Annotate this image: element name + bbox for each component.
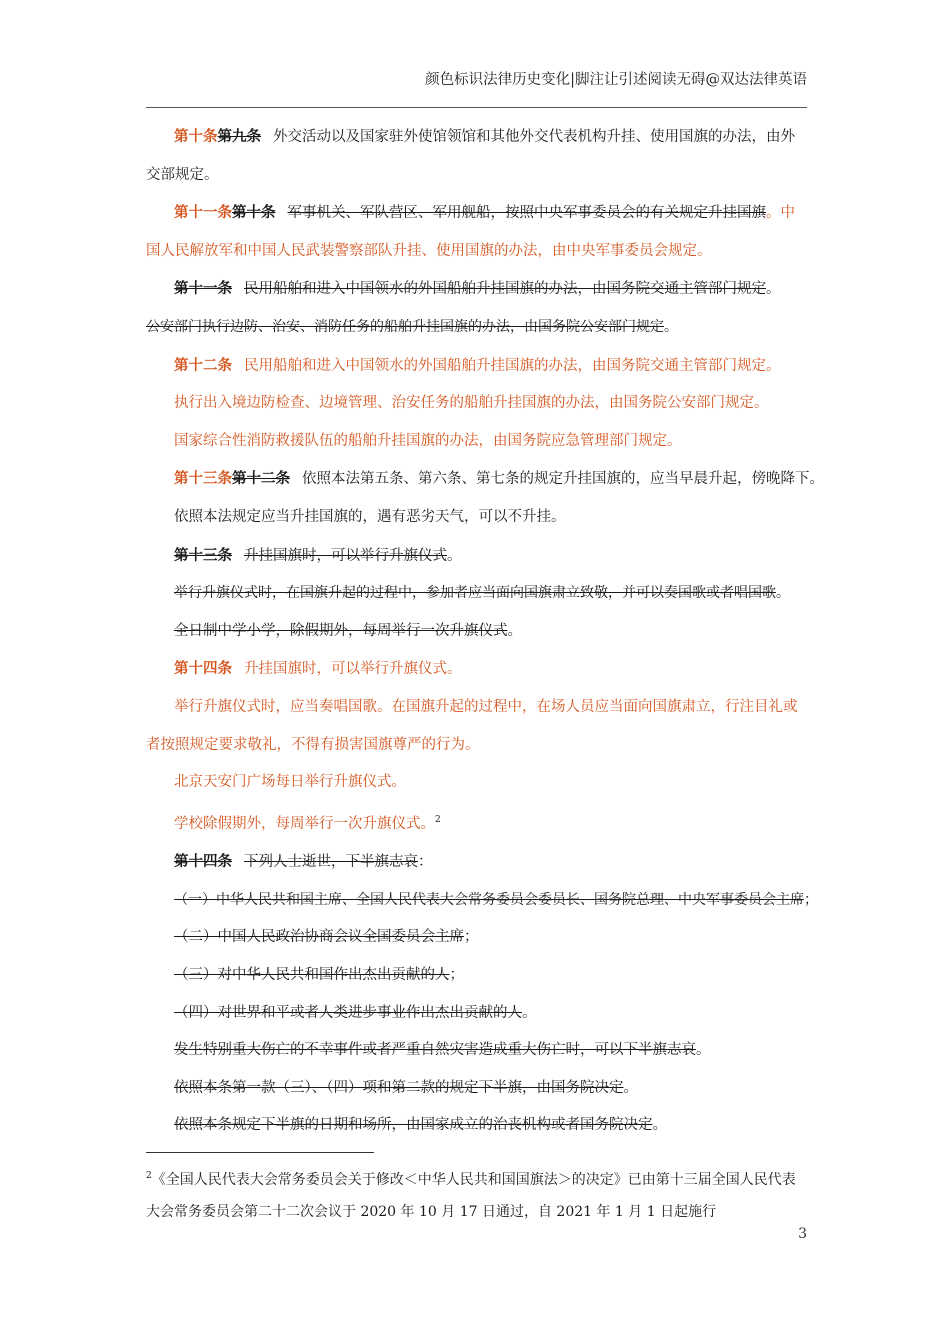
article-11-para — [146, 194, 807, 270]
deleted-text: （一）中华人民共和国主席、全国人民代表大会常务委员会委员长、国务院总理、中央军事委员会主席 — [174, 891, 804, 908]
article-13-para — [146, 460, 824, 499]
article-number — [174, 470, 290, 487]
deleted-text: 依照本条规定下半旗的日期和场所，由国家成立的治丧机构或者国务院决定 — [174, 1117, 653, 1134]
added-para — [146, 764, 807, 802]
footnote — [146, 1160, 807, 1228]
punctuation: ； — [449, 967, 464, 984]
new-article-number: 第十条 — [174, 128, 218, 145]
deleted-para — [146, 1107, 807, 1145]
punctuation: 。 — [623, 1079, 638, 1096]
new-article-number: 第十四条 — [174, 660, 232, 678]
footnote-text: 《全国人民代表大会常务委员会关于修改＜中华人民共和国国旗法＞的决定》已由第十三届全国人民代表大会常务委员会第二十二次会议于 2020 年 10 月 17 日通过，自 2021 年 1 月 1 日起施行 — [146, 1172, 796, 1220]
deleted-text: 全日制中学小学，除假期外，每周举行一次升旗仪式 — [174, 622, 508, 639]
deleted-para — [146, 613, 807, 651]
paragraph-text: 依照本法规定应当升挂国旗的，遇有恶劣天气，可以不升挂。 — [174, 508, 566, 525]
punctuation: 。 — [507, 622, 522, 639]
new-article-number: 第十三条 — [174, 470, 232, 488]
old-article-number: 第九条 — [217, 128, 261, 145]
footnote-reference[interactable]: 2 — [435, 814, 441, 825]
paragraph — [146, 499, 807, 537]
added-text: 北京天安门广场每日举行升旗仪式。 — [174, 774, 406, 791]
deleted-list-item — [146, 957, 807, 995]
added-text: 执行出入境边防检查、边境管理、治安任务的船舶升挂国旗的办法，由国务院公安部门规定。 — [174, 395, 769, 412]
punctuation: 。 — [776, 585, 790, 602]
added-text: 中国人民解放军和中国人民武装警察部队升挂、使用国旗的办法，由中央军事委员会规定。 — [146, 205, 795, 259]
punctuation: 。 — [447, 547, 462, 564]
added-text: 学校除假期外，每周举行一次升旗仪式。 — [174, 815, 435, 832]
added-text: 升挂国旗时，可以举行升旗仪式。 — [244, 661, 462, 678]
deleted-list-item — [146, 919, 807, 957]
deleted-para — [146, 309, 807, 347]
added-para — [146, 385, 807, 423]
old-article-number: 第十二条 — [232, 470, 290, 488]
old-article-number: 第十条 — [232, 204, 276, 222]
old-article-number: 第十三条 — [174, 546, 232, 564]
added-para — [146, 802, 807, 844]
deleted-para — [146, 1070, 807, 1108]
deleted-para — [146, 1032, 807, 1070]
deleted-text: 升挂国旗时，可以举行升旗仪式 — [244, 547, 447, 564]
old-article-11-para — [146, 270, 807, 309]
article-number — [174, 204, 276, 221]
old-article-14-para — [146, 843, 807, 882]
punctuation: 。 — [766, 205, 781, 222]
deleted-text: 下列人士逝世，下半旗志哀 — [244, 854, 418, 871]
old-article-number: 第十一条 — [174, 280, 232, 298]
deleted-text: 依照本条第一款（三）、（四）项和第二款的规定下半旗，由国务院决定 — [174, 1079, 624, 1096]
added-text: 国家综合性消防救援队伍的船舶升挂国旗的办法，由国务院应急管理部门规定。 — [174, 432, 682, 449]
deleted-list-item — [146, 995, 807, 1033]
punctuation: 。 — [766, 281, 781, 298]
footnote-marker: 2 — [146, 1171, 152, 1181]
deleted-text: （二）中国人民政治协商会议全国委员会主席 — [174, 929, 464, 946]
footnote-divider — [146, 1152, 374, 1153]
punctuation: ； — [804, 891, 818, 908]
punctuation: 。 — [696, 1042, 711, 1059]
deleted-para — [146, 575, 807, 613]
punctuation: ； — [464, 929, 479, 946]
added-para — [146, 423, 807, 461]
article-12-para — [146, 347, 807, 386]
page-header: 颜色标识法律历史变化|脚注让引述阅读无碍@双达法律英语 — [425, 72, 807, 88]
deleted-text: 发生特别重大伤亡的不幸事件或者严重自然灾害造成重大伤亡时，可以下半旗志哀 — [174, 1042, 696, 1059]
article-number — [174, 128, 261, 145]
new-article-number: 第十一条 — [174, 204, 232, 222]
punctuation: ： — [418, 854, 433, 871]
deleted-text: 军事机关、军队营区、军用舰船，按照中央军事委员会的有关规定升挂国旗 — [287, 205, 766, 222]
deleted-text: （四）对世界和平或者人类进步事业作出杰出贡献的人 — [174, 1004, 522, 1021]
punctuation: 。 — [664, 318, 678, 335]
new-article-number: 第十二条 — [174, 356, 232, 374]
old-article-number: 第十四条 — [174, 853, 232, 871]
deleted-list-item — [146, 882, 818, 920]
added-text: 举行升旗仪式时，应当奏唱国歌。在国旗升起的过程中，在场人员应当面向国旗肃立，行注目礼或者按照规定要求敬礼，不得有损害国旗尊严的行为。 — [146, 698, 798, 753]
page-number: 3 — [798, 1226, 807, 1242]
deleted-text: 举行升旗仪式时，在国旗升起的过程中，参加者应当面向国旗肃立致敬，并可以奏国歌或者唱国歌 — [174, 585, 776, 602]
punctuation: 。 — [652, 1117, 667, 1134]
added-text: 民用船舶和进入中国领水的外国船舶升挂国旗的办法，由国务院交通主管部门规定。 — [244, 357, 781, 374]
punctuation: 。 — [522, 1004, 537, 1021]
header-divider — [146, 107, 807, 108]
document-body — [146, 118, 824, 1145]
paragraph-text: 外交活动以及国家驻外使馆领馆和其他外交代表机构升挂、使用国旗的办法，由外交部规定。 — [146, 129, 795, 183]
deleted-text: 民用船舶和进入中国领水的外国船舶升挂国旗的办法，由国务院交通主管部门规定 — [244, 281, 766, 298]
paragraph-text: 依照本法第五条、第六条、第七条的规定升挂国旗的，应当早晨升起，傍晚降下。 — [302, 471, 824, 488]
article-14-para — [146, 650, 807, 689]
deleted-text: （三）对中华人民共和国作出杰出贡献的人 — [174, 967, 450, 984]
added-para — [146, 689, 807, 764]
old-article-13-para — [146, 537, 807, 576]
article-10-para — [146, 118, 807, 194]
deleted-text: 公安部门执行边防、治安、消防任务的船舶升挂国旗的办法，由国务院公安部门规定 — [146, 318, 664, 335]
